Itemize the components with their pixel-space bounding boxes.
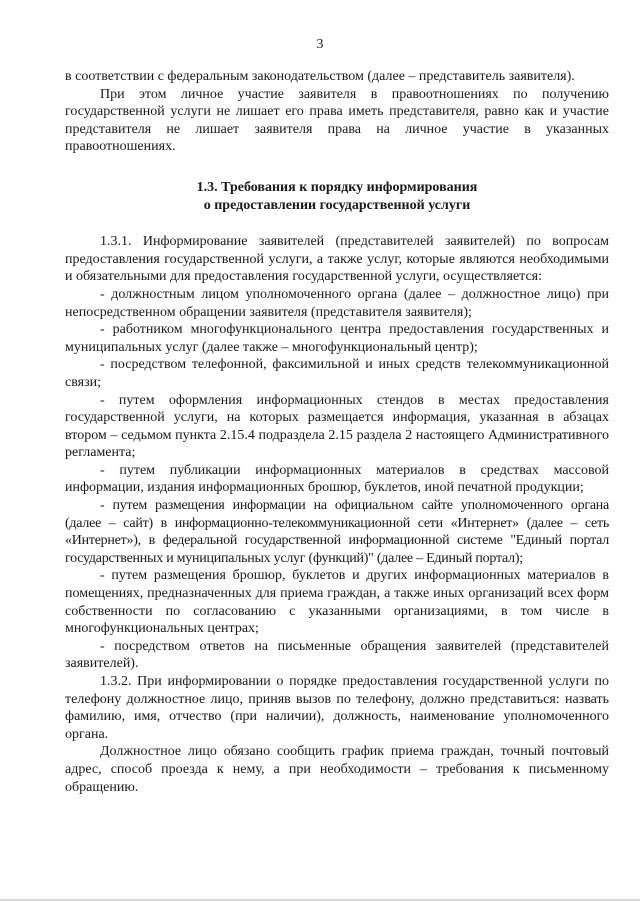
list-item: - путем публикации информационных материалов в средствах массовой информации, издания информационных брошюр, буклетов, иной печатной продукции; bbox=[65, 462, 609, 496]
paragraph: При этом личное участие заявителя в правоотношениях по получению государственной услуги не лишает его права иметь представителя, равно как и участие представителя не лишает заявителя права на личное участие в указанных правоотношениях. bbox=[65, 86, 609, 155]
list-item: - путем размещения информации на официальном сайте уполномоченного органа (далее – сайт) в информационно-телекоммуникационной сети «Интернет» (далее – сеть «Интернет»), в федеральной государственной информационной системе "Единый портал государственных и муниципальных услуг (функций)" (далее – Единый портал); bbox=[65, 498, 609, 566]
paragraph: в соответствии с федеральным законодательством (далее – представитель заявителя). bbox=[65, 69, 575, 84]
document-body bbox=[65, 68, 609, 796]
section-heading bbox=[65, 179, 609, 214]
section-heading-line: 1.3. Требования к порядку информирования bbox=[196, 179, 478, 195]
list-item: - посредством ответов на письменные обращения заявителей (представителей заявителей). bbox=[65, 638, 609, 672]
page-number: 3 bbox=[316, 37, 324, 52]
list-item: - путем размещения брошюр, буклетов и других информационных материалов в помещениях, предназначенных для приема граждан, а также иных организаций всех форм собственности по согласованию с указанными организациями, в том числе в многофункциональных центрах; bbox=[65, 568, 609, 637]
paragraph: 1.3.1. Информирование заявителей (представителей заявителей) по вопросам предоставления государственной услуги, а также услуг, которые являются необходимыми и обязательными для предоставления государственной услуги, осуществляется: bbox=[65, 234, 609, 285]
paragraph: Должностное лицо обязано сообщить график приема граждан, точный почтовый адрес, способ проезда к нему, а при необходимости – требования к письменному обращению. bbox=[65, 744, 609, 795]
section-heading-line: о предоставлении государственной услуги bbox=[203, 197, 471, 213]
list-item: - путем оформления информационных стендов в местах предоставления государственной услуги, на которых размещается информация, указанная в абзацах втором – седьмом пункта 2.15.4 подраздела 2.15 раздела 2 настоящего Административного регламента; bbox=[65, 392, 609, 461]
list-item: - посредством телефонной, факсимильной и иных средств телекоммуникационной связи; bbox=[65, 357, 609, 390]
list-item: - работником многофункционального центра предоставления государственных и муниципальных услуг (далее также – многофункциональный центр); bbox=[65, 322, 609, 355]
list-item: - должностным лицом уполномоченного органа (далее – должностное лицо) при непосредственном обращении заявителя (представителя заявителя); bbox=[65, 286, 609, 320]
paragraph: 1.3.2. При информировании о порядке предоставления государственной услуги по телефону должностное лицо, приняв вызов по телефону, должно представиться: назвать фамилию, имя, отчество (при наличии), должность, наименование уполномоченного органа. bbox=[65, 674, 609, 742]
